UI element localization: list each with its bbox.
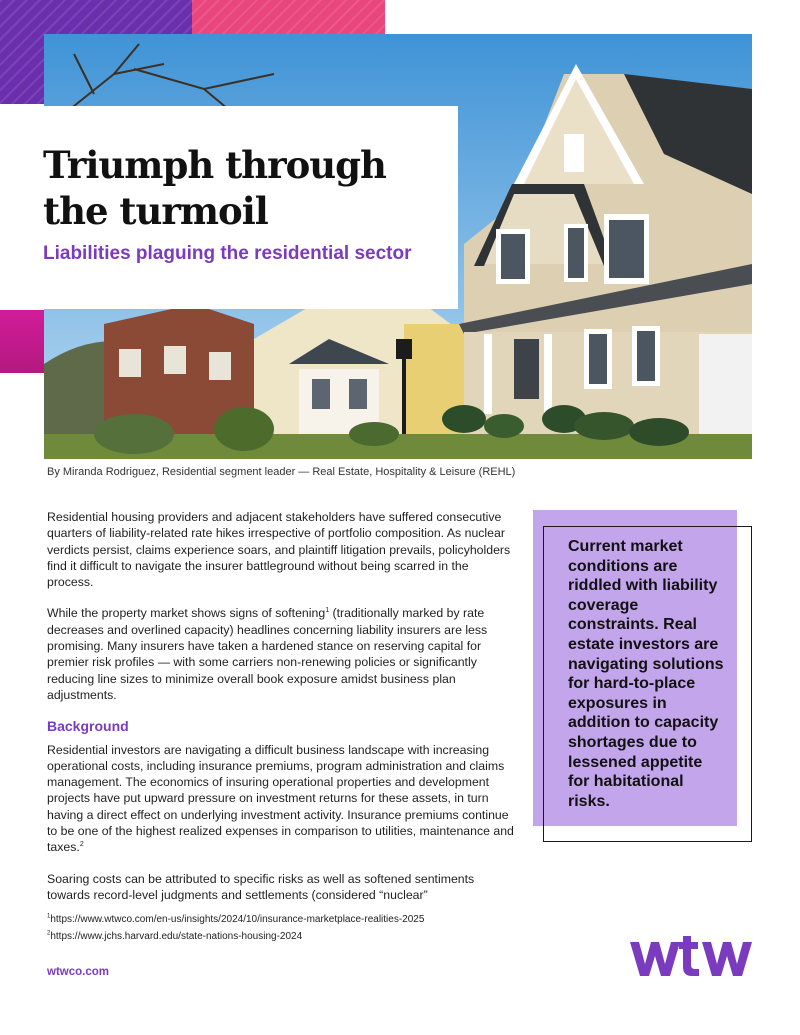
footnote-link[interactable]: https://www.jchs.harvard.edu/state-nations-housing-2024: [50, 931, 303, 942]
paragraph-text: Residential investors are navigating a difficult business landscape with increasing operational costs, including insurance premiums, program administration and claims management. The economics of insuring operational properties and development projects have put upward pressure on investment returns for these assets, in turn having a direct effect on underlying investment activity. Insurance premiums continue to be one of the highest realized expenses in comparison to utilities, maintenance and taxes.: [47, 742, 514, 855]
paragraph-background: [47, 742, 515, 856]
footnotes: [47, 911, 424, 945]
paragraph-intro: Residential housing providers and adjacent stakeholders have suffered consecutive quarters of liability-related rate hikes irrespective of portfolio composition. As nuclear verdicts persist, claims experience soars, and plaintiff litigation prevails, policyholders find it difficult to navigate the insurer battleground without being scarred in the process.: [47, 510, 511, 590]
paragraph-text: (traditionally marked by rate decreases and overlined capacity) headlines concerning liability insurers are less promising. Many insurers have taken a hardened stance on reserving capital for premier risk profiles — with some carriers non-renewing policies or significantly reducing line sizes to minimize overall book exposure amidst business plan adjustments.: [47, 606, 488, 702]
author-byline: By Miranda Rodriguez, Residential segment leader — Real Estate, Hospitality & Leisure (REHL): [47, 466, 516, 478]
page-title: Triumph through the turmoil: [43, 143, 386, 233]
article-body: [47, 509, 515, 918]
paragraph-property-market: [47, 605, 515, 703]
paragraph-soaring-costs: Soaring costs can be attributed to specific risks as well as softened sentiments towards record-level judgments and settlements (considered “nuclear”: [47, 871, 475, 902]
page-subtitle: Liabilities plaguing the residential sector: [43, 243, 412, 264]
footnote-number: 1: [47, 913, 51, 920]
footnote-ref: 1: [325, 607, 330, 615]
callout-text: Current market conditions are riddled with liability coverage constraints. Real estate investors are navigating solutions for hard-to-place exposures in addition to capacity shortages due to lessened appetite for habitational risks.: [568, 538, 724, 810]
footnote-item: [47, 928, 424, 945]
decorative-pink-bar: [192, 0, 385, 34]
site-link[interactable]: wtwco.com: [47, 966, 109, 978]
section-heading-background: Background: [47, 718, 129, 735]
footnote-number: 2: [47, 930, 51, 937]
footnote-item: [47, 911, 424, 928]
decorative-magenta-bar: [0, 310, 44, 373]
wtw-logo: [630, 934, 752, 980]
footnote-ref: 2: [79, 841, 84, 849]
paragraph-text: While the property market shows signs of softening: [47, 606, 326, 621]
footnote-link[interactable]: https://www.wtwco.com/en-us/insights/2024/10/insurance-marketplace-realities-2025: [50, 914, 425, 925]
